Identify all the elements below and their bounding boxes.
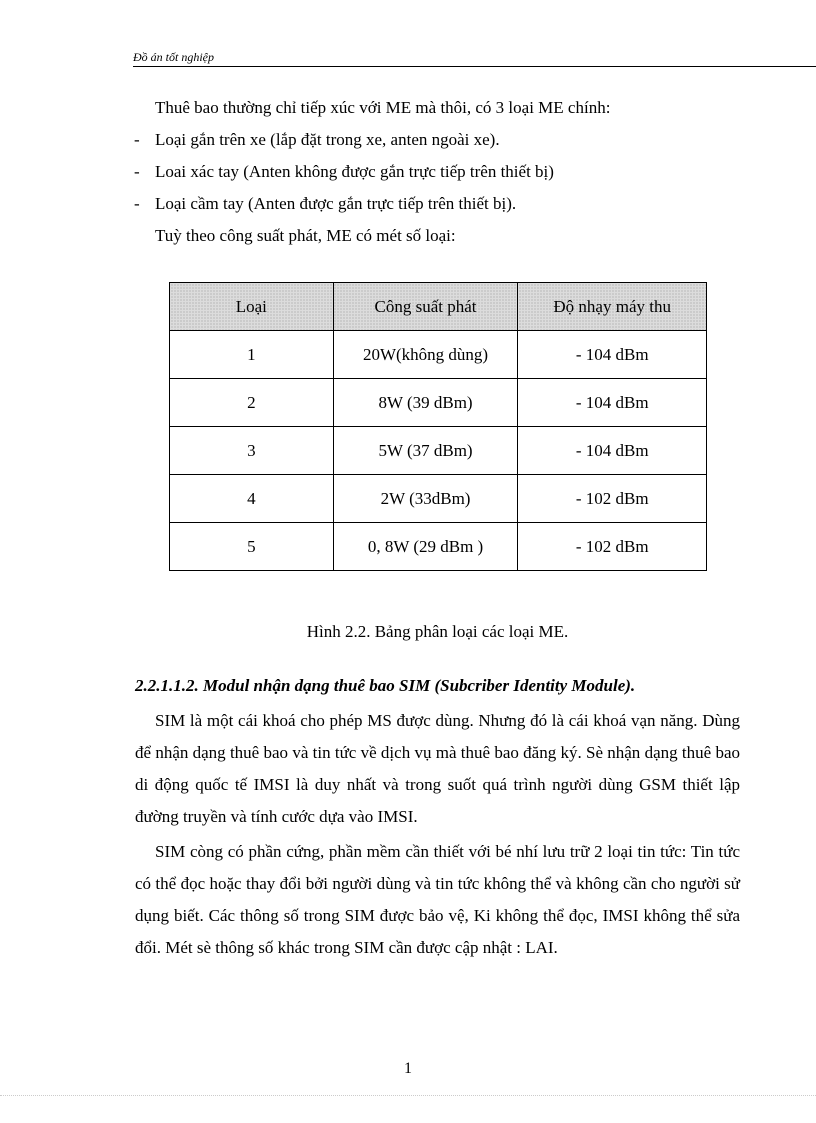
column-header: Công suất phát [333, 283, 518, 331]
cell-type: 4 [170, 475, 334, 523]
body-paragraph: SIM còng có phần cứng, phần mềm cần thiết với bé nhí lưu trữ 2 loại tin tức: Tin tức có thể đọc hoặc thay đổi bởi người dùng và tin tức không thể và không cần cho người sử dụng biết. Các thông số trong SIM được bảo vệ, Ki không thể đọc, IMSI không thể sửa đổi. Mét sè thông số khác trong SIM cần được cập nhật : LAI. [135, 842, 740, 957]
bullet-text: Loại cầm tay (Anten được gắn trực tiếp trên thiết bị). [155, 194, 517, 213]
cell-power: 5W (37 dBm) [333, 427, 518, 475]
figure-caption: Hình 2.2. Bảng phân loại các loại ME. [306, 622, 569, 641]
table-row [170, 379, 707, 427]
cell-type: 5 [170, 523, 334, 571]
table-row [170, 331, 707, 379]
bullet-item [134, 156, 554, 188]
cell-sensitivity: - 104 dBm [518, 379, 707, 427]
cell-power: 0, 8W (29 dBm ) [333, 523, 518, 571]
cell-type: 1 [170, 331, 334, 379]
bullet-text: Loại gắn trên xe (lắp đặt trong xe, anten ngoài xe). [155, 130, 500, 149]
cell-type: 2 [170, 379, 334, 427]
table-intro: Tuỳ theo công suất phát, ME có mét số loại: [155, 226, 456, 245]
footer-divider [0, 1095, 816, 1096]
column-header: Độ nhạy máy thu [518, 283, 707, 331]
table-row [170, 475, 707, 523]
bullet-marker: - [134, 130, 140, 149]
table-header-row [170, 283, 707, 331]
bullet-item [134, 124, 500, 156]
table-row [170, 427, 707, 475]
cell-power: 20W(không dùng) [333, 331, 518, 379]
cell-type: 3 [170, 427, 334, 475]
cell-sensitivity: - 102 dBm [518, 523, 707, 571]
bullet-marker: - [134, 194, 140, 213]
cell-power: 2W (33dBm) [333, 475, 518, 523]
cell-sensitivity: - 104 dBm [518, 427, 707, 475]
bullet-text: Loai xác tay (Anten không được gắn trực tiếp trên thiết bị) [155, 162, 554, 181]
bullet-marker: - [134, 162, 140, 181]
bullet-item [134, 188, 517, 220]
section-heading: 2.2.1.1.2. Modul nhận dạng thuê bao SIM (Subcriber Identity Module). [135, 676, 636, 695]
cell-power: 8W (39 dBm) [333, 379, 518, 427]
page-header: Đồ án tốt nghiệp [133, 50, 816, 67]
body-paragraph: SIM là một cái khoá cho phép MS được dùng. Nhưng đó là cái khoá vạn năng. Dùng để nhận dạng thuê bao và tin tức về dịch vụ mà thuê bao đăng ký. Sè nhận dạng thuê bao di động quốc tế IMSI là duy nhất và trong suốt quá trình người dùng GSM thiết lập đường truyền và tính cước dựa vào IMSI. [135, 711, 740, 826]
cell-sensitivity: - 102 dBm [518, 475, 707, 523]
column-header: Loại [170, 283, 334, 331]
intro-paragraph: Thuê bao thường chỉ tiếp xúc với ME mà thôi, có 3 loại ME chính: [155, 98, 611, 117]
cell-sensitivity: - 104 dBm [518, 331, 707, 379]
table-row [170, 523, 707, 571]
page-number: 1 [404, 1060, 412, 1077]
me-classification-table [169, 282, 707, 571]
